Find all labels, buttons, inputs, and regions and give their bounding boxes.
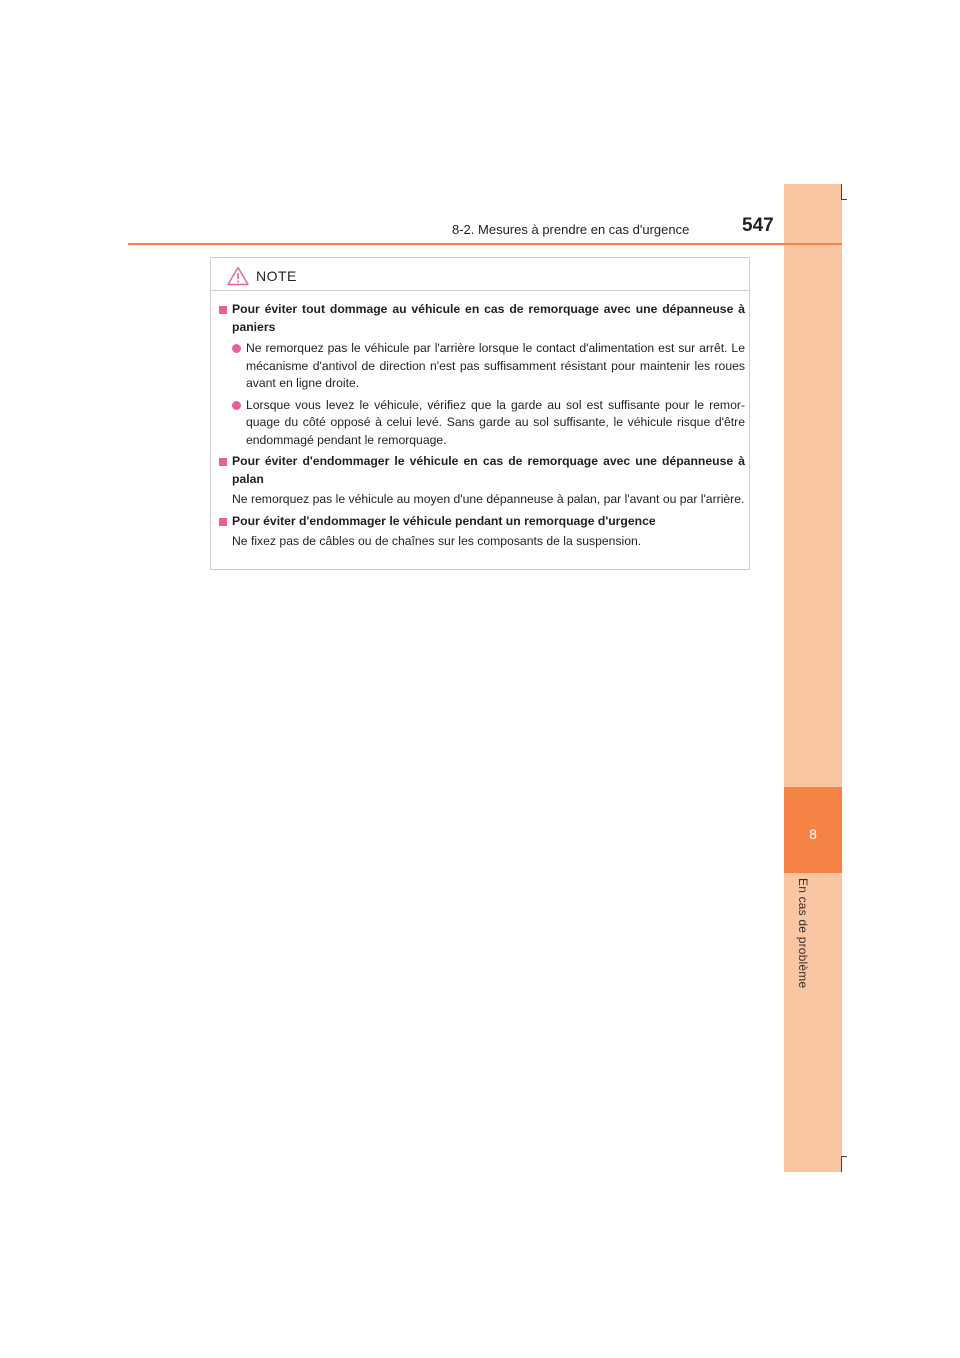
chapter-side-band [784, 184, 842, 1172]
note-label: NOTE [256, 268, 297, 284]
note-box [210, 257, 750, 570]
page-number: 547 [742, 215, 774, 236]
crop-mark-top-tick [841, 199, 847, 200]
list-item: Ne remorquez pas le véhicule par l'arrière lorsque le contact d'alimentation est sur arrêt. Le mécanisme d'antivol de direction n'est pas suffisamment résistant pour maintenir les roues avant en ligne droite. [217, 340, 745, 393]
chapter-title: En cas de problème [796, 878, 810, 989]
chapter-number: 8 [809, 826, 817, 842]
square-bullet-icon [219, 306, 227, 314]
note-body [217, 301, 745, 551]
crop-mark-bottom [841, 1156, 842, 1172]
square-bullet-icon [219, 518, 227, 526]
square-bullet-icon [219, 458, 227, 466]
round-bullet-icon [232, 344, 241, 353]
crop-mark-top [841, 184, 842, 200]
section-heading: Pour éviter d'endommager le véhicule en cas de remorquage avec une dépanneuse à palan [217, 453, 745, 488]
crop-mark-bottom-tick [841, 1156, 847, 1157]
note-divider [211, 290, 749, 291]
round-bullet-icon [232, 401, 241, 410]
header-rule [128, 243, 842, 245]
section-paragraph: Ne remorquez pas le véhicule au moyen d'une dépanneuse à palan, par l'avant ou par l'arrière. [232, 492, 745, 506]
warning-triangle-icon [227, 266, 249, 286]
running-head: 8-2. Mesures à prendre en cas d'urgence [452, 222, 690, 237]
section-paragraph: Ne fixez pas de câbles ou de chaînes sur les composants de la suspension. [232, 534, 642, 548]
section-heading: Pour éviter d'endommager le véhicule pendant un remorquage d'urgence [217, 513, 745, 531]
note-header [227, 264, 297, 288]
section-heading: Pour éviter tout dommage au véhicule en cas de remorquage avec une dépanneuse à paniers [217, 301, 745, 336]
list-item: Lorsque vous levez le véhicule, vérifiez que la garde au sol est suffisante pour le remor-quage du côté opposé à celui levé. Sans garde au sol suffisante, le véhicule risque d'être endommagé pendant le remorquage. [217, 397, 745, 450]
